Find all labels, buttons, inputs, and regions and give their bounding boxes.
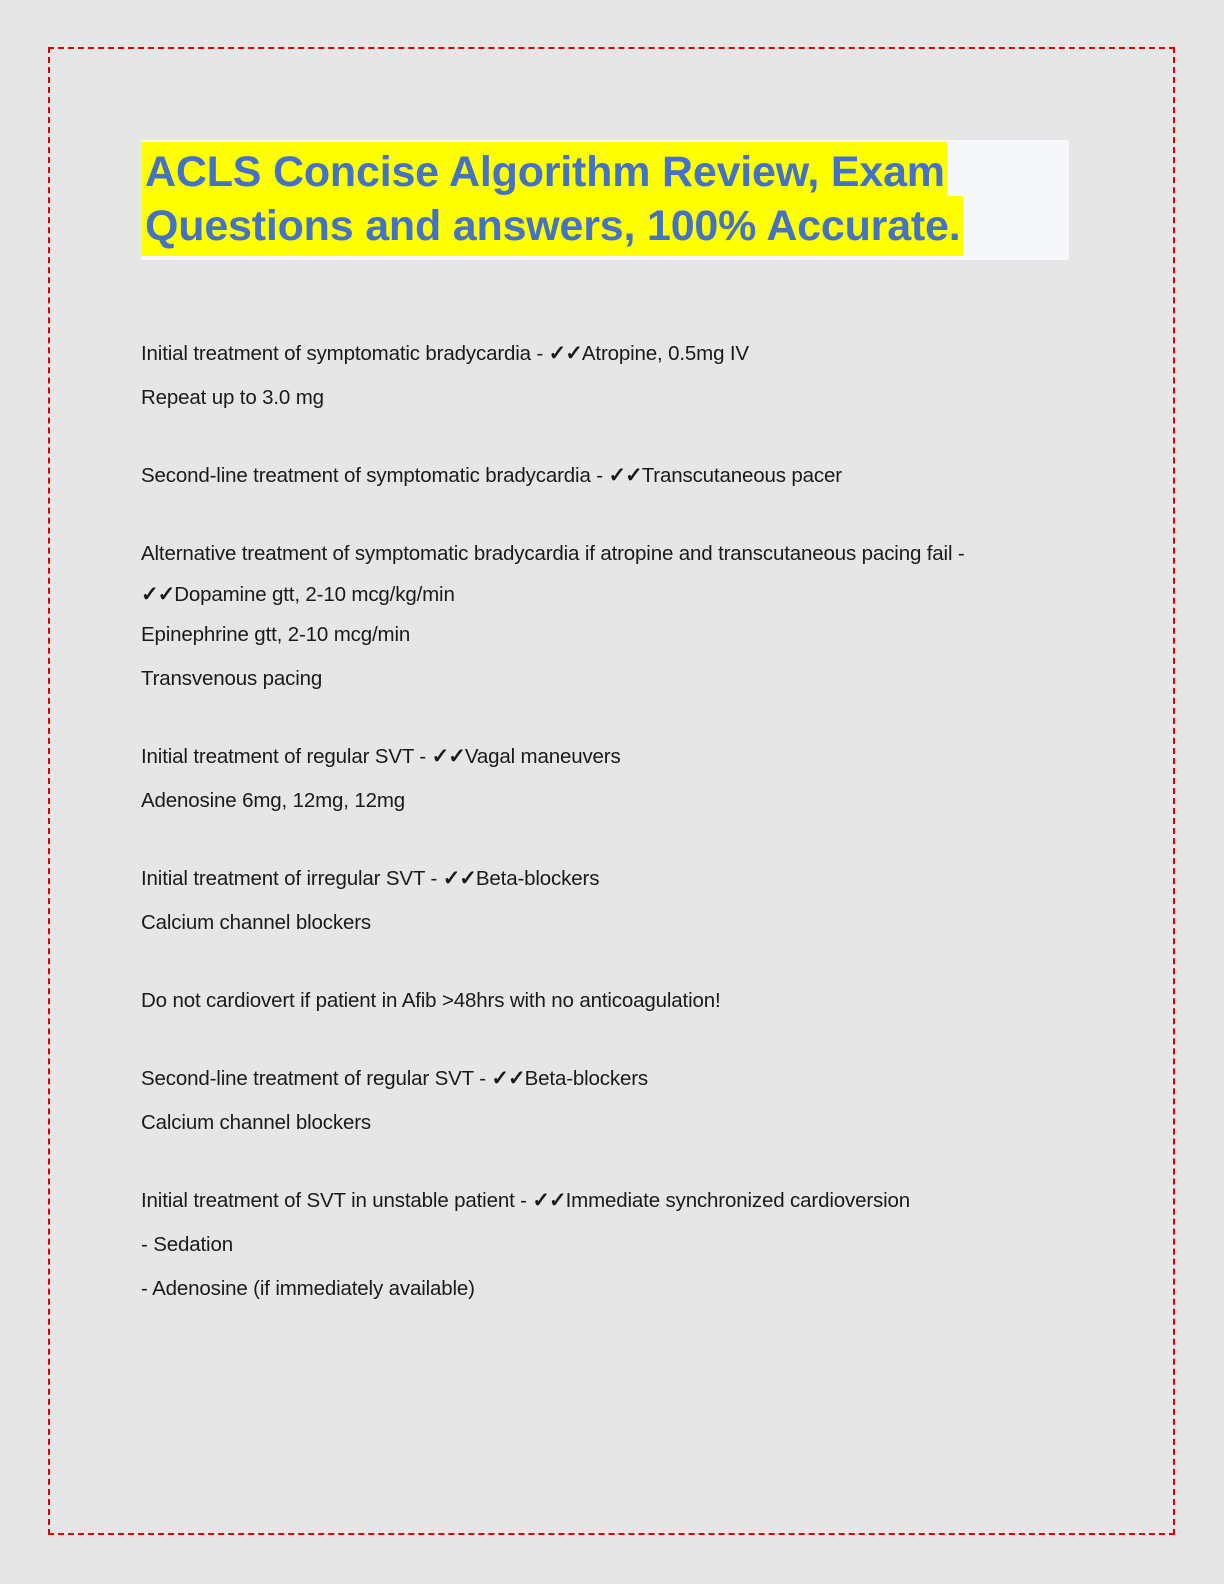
qa-block-svt-regular-initial [141, 735, 1041, 823]
title-line-1: ACLS Concise Algorithm Review, Exam [141, 142, 947, 202]
title-line-2: Questions and answers, 100% Accurate. [141, 196, 963, 256]
check-mark-icon: ✓✓ [431, 745, 465, 768]
qa-answer: Vagal maneuvers [464, 745, 621, 768]
qa-line-text: Calcium channel blockers [141, 911, 371, 934]
qa-line-text: Calcium channel blockers [141, 1111, 371, 1134]
qa-block-bradycardia-alternative [141, 532, 1041, 701]
qa-prompt: Initial treatment of symptomatic bradycardia - [141, 342, 549, 365]
qa-prompt: Initial treatment of SVT in unstable patient - [141, 1189, 533, 1212]
qa-line-text: Repeat up to 3.0 mg [141, 386, 324, 409]
qa-prompt: Initial treatment of irregular SVT - [141, 867, 443, 890]
check-mark-icon: ✓✓ [491, 1067, 525, 1090]
qa-line-text: - Sedation [141, 1233, 233, 1256]
qa-line-text: Alternative treatment of symptomatic bradycardia if atropine and transcutaneous pacing fail - [141, 542, 965, 565]
qa-line-text: Transvenous pacing [141, 667, 323, 690]
document-title [141, 140, 1069, 260]
qa-answer: Atropine, 0.5mg IV [581, 342, 749, 365]
qa-line-answer [141, 1057, 1041, 1101]
qa-block-svt-regular-second-line [141, 1057, 1041, 1145]
qa-answer: Beta-blockers [524, 1067, 649, 1090]
check-mark-icon: ✓✓ [141, 583, 175, 606]
qa-line-text: Epinephrine gtt, 2-10 mcg/min [141, 623, 411, 646]
qa-answer: Dopamine gtt, 2-10 mcg/kg/min [174, 583, 455, 606]
qa-line-text: Do not cardiovert if patient in Afib >48hrs with no anticoagulation! [141, 989, 721, 1012]
qa-answer: Beta-blockers [475, 867, 600, 890]
qa-line-text: Adenosine 6mg, 12mg, 12mg [141, 789, 406, 812]
qa-prompt: Second-line treatment of symptomatic bradycardia - [141, 464, 609, 487]
qa-block-bradycardia-initial [141, 332, 1041, 420]
qa-prompt: Initial treatment of regular SVT - [141, 745, 432, 768]
qa-line-answer [141, 576, 1041, 613]
check-mark-icon: ✓✓ [548, 342, 582, 365]
qa-line-answer [141, 454, 1041, 498]
qa-line-answer [141, 1179, 1041, 1223]
qa-line-answer [141, 332, 1041, 376]
qa-line-answer [141, 735, 1041, 779]
qa-line-text: - Adenosine (if immediately available) [141, 1277, 475, 1300]
check-mark-icon: ✓✓ [442, 867, 476, 890]
qa-block-svt-unstable-initial [141, 1179, 1041, 1311]
qa-prompt: Second-line treatment of regular SVT - [141, 1067, 492, 1090]
qa-block-bradycardia-second-line [141, 454, 1041, 498]
check-mark-icon: ✓✓ [608, 464, 642, 487]
check-mark-icon: ✓✓ [532, 1189, 566, 1212]
qa-block-afib-cardioversion-warning [141, 979, 1041, 1023]
document-body [141, 332, 1041, 1345]
qa-block-svt-irregular-initial [141, 857, 1041, 945]
qa-answer: Transcutaneous pacer [641, 464, 842, 487]
qa-answer: Immediate synchronized cardioversion [565, 1189, 911, 1212]
qa-line-answer [141, 857, 1041, 901]
